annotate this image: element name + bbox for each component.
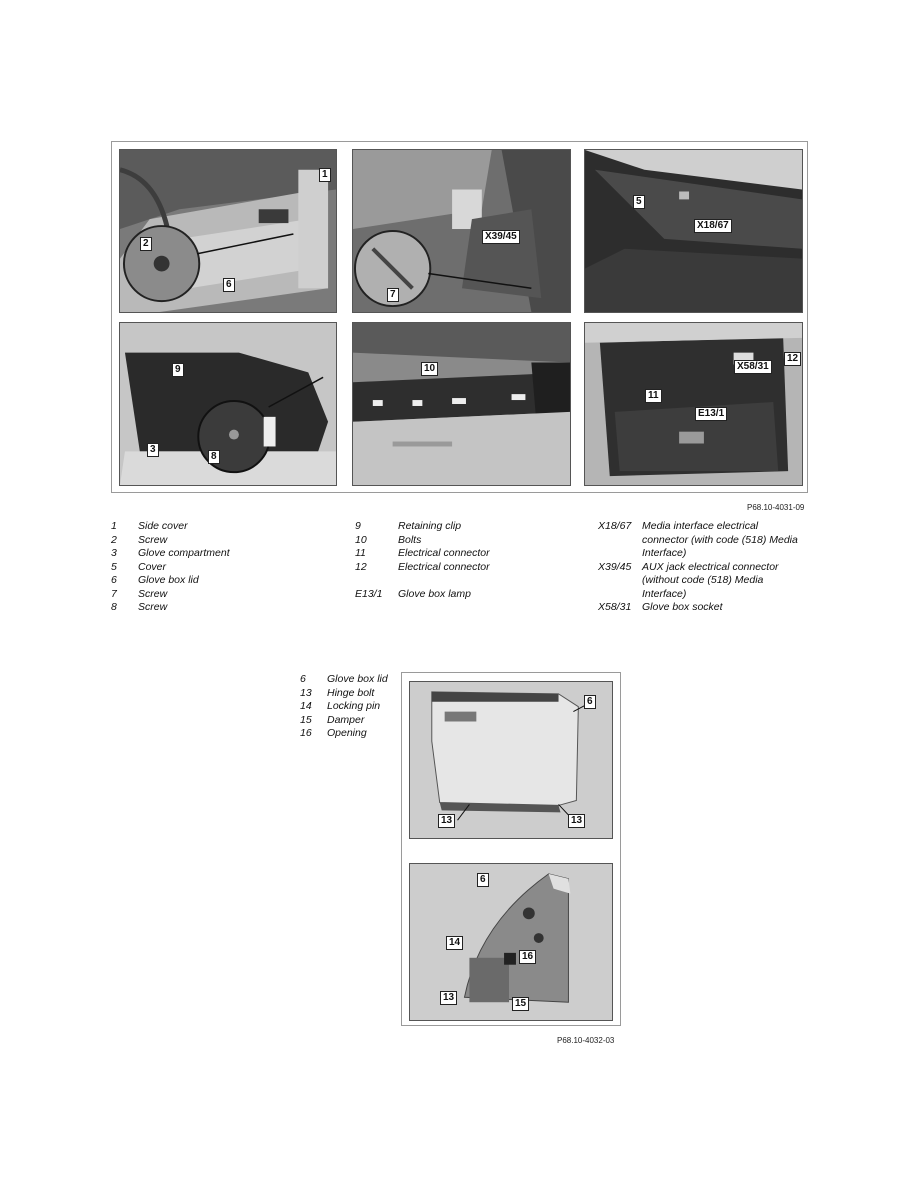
legend-label: Glove box lamp — [398, 587, 471, 600]
legend-number: 1 — [111, 520, 117, 532]
callout-x18-67: X18/67 — [694, 219, 732, 233]
legend-number: E13/1 — [355, 587, 383, 600]
photo-glove-box-socket-image — [585, 323, 802, 485]
legend-number: 15 — [300, 713, 312, 726]
legend-number: 16 — [300, 727, 312, 739]
legend-item — [300, 687, 400, 701]
callout-10: 10 — [421, 362, 438, 376]
legend-item — [300, 700, 400, 714]
legend-number: 5 — [111, 560, 117, 573]
callout-13-left: 13 — [438, 814, 455, 828]
callout-8: 8 — [208, 450, 220, 464]
legend-label: Bolts — [398, 533, 422, 546]
legend-item — [355, 520, 575, 534]
legend-label: Glove box lid — [138, 574, 199, 586]
callout-x58-31: X58/31 — [734, 360, 772, 374]
legend-number: 6 — [111, 574, 117, 586]
callout-14: 14 — [446, 936, 463, 950]
callout-1: 1 — [319, 168, 331, 182]
legend-item — [598, 601, 813, 615]
legend-item — [598, 561, 813, 602]
legend-label: Glove compartment — [138, 547, 230, 559]
legend-label: AUX jack electrical connector (without code (518) Media Interface) — [642, 560, 779, 600]
legend-item — [111, 520, 331, 534]
legend-item — [300, 714, 400, 728]
legend-number: 2 — [111, 533, 117, 546]
legend-1-col-2 — [355, 520, 575, 601]
callout-9: 9 — [172, 363, 184, 377]
figure-2-panel — [401, 672, 621, 1026]
legend-2 — [300, 673, 400, 741]
legend-item — [598, 520, 813, 561]
callout-13-right: 13 — [568, 814, 585, 828]
callout-16: 16 — [519, 950, 536, 964]
legend-label: Screw — [138, 533, 168, 546]
photo-aux-jack-image — [353, 150, 570, 312]
legend-item — [355, 561, 575, 575]
legend-label: Glove box lid — [327, 673, 388, 685]
legend-label: Screw — [138, 587, 168, 600]
callout-6: 6 — [223, 278, 235, 292]
figure-1-panel — [111, 141, 808, 493]
legend-1-col-3 — [598, 520, 813, 615]
callout-7: 7 — [387, 288, 399, 302]
legend-item — [355, 588, 575, 602]
figure-2-id: P68.10-4032-03 — [557, 1036, 615, 1045]
legend-number: 12 — [355, 560, 367, 573]
legend-item — [111, 588, 331, 602]
callout-e13-1: E13/1 — [695, 407, 727, 421]
callout-x39-45: X39/45 — [482, 230, 520, 244]
legend-1-col-1 — [111, 520, 331, 615]
legend-label: Opening — [327, 727, 367, 739]
legend-number: X18/67 — [598, 520, 632, 532]
legend-item — [111, 574, 331, 588]
photo-bolts-image — [353, 323, 570, 485]
photo-bolts — [352, 322, 571, 486]
legend-item — [300, 673, 400, 687]
legend-label: Media interface electrical connector (with code (518) Media Interface) — [642, 520, 798, 559]
legend-number: X58/31 — [598, 601, 632, 613]
callout-3: 3 — [147, 443, 159, 457]
legend-item — [111, 561, 331, 575]
callout-11: 11 — [645, 389, 662, 403]
legend-number: 9 — [355, 520, 361, 532]
legend-label: Electrical connector — [398, 560, 490, 573]
callout-2: 2 — [140, 237, 152, 251]
legend-number: 13 — [300, 686, 312, 699]
legend-label: Glove box socket — [642, 601, 723, 613]
callout-5: 5 — [633, 195, 645, 209]
legend-label: Cover — [138, 560, 167, 573]
callout-15: 15 — [512, 997, 529, 1011]
legend-label: Side cover — [138, 520, 188, 532]
legend-item — [111, 601, 331, 615]
callout-6-side: 6 — [477, 873, 489, 887]
legend-number: X39/45 — [598, 560, 632, 573]
legend-item — [111, 547, 331, 561]
legend-number: 6 — [300, 673, 306, 685]
legend-label: Electrical connector — [398, 547, 490, 559]
figure-1-id: P68.10-4031-09 — [747, 503, 805, 512]
legend-number: 14 — [300, 700, 312, 712]
legend-number: 3 — [111, 547, 117, 559]
legend-item — [355, 547, 575, 561]
legend-number: 7 — [111, 587, 117, 600]
callout-6: 6 — [584, 695, 596, 709]
legend-number: 8 — [111, 601, 117, 613]
legend-item — [355, 534, 575, 548]
legend-item — [300, 727, 400, 741]
legend-label: Retaining clip — [398, 520, 462, 532]
photo-glove-box-socket — [584, 322, 803, 486]
photo-glove-compartment-image — [120, 323, 336, 485]
legend-label: Locking pin — [327, 700, 381, 712]
legend-number: 10 — [355, 533, 367, 546]
legend-number: 11 — [355, 547, 366, 559]
legend-label: Hinge bolt — [327, 686, 375, 699]
photo-glove-compartment — [119, 322, 337, 486]
photo-aux-jack — [352, 149, 571, 313]
callout-12: 12 — [784, 352, 801, 366]
legend-label: Screw — [138, 601, 168, 613]
callout-13-side: 13 — [440, 991, 457, 1005]
legend-label: Damper — [327, 713, 365, 726]
legend-item — [111, 534, 331, 548]
